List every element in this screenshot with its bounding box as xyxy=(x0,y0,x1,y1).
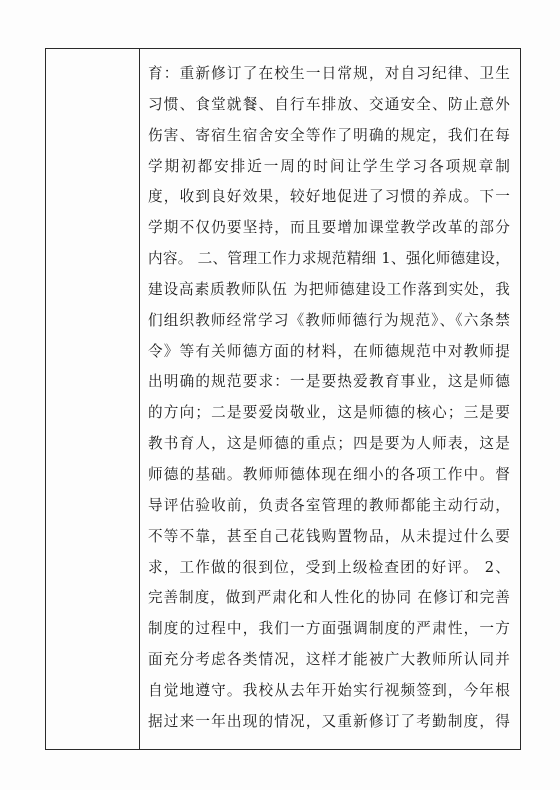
text-line: 内容。 二、管理工作力求规范精细 1、强化师德建设， xyxy=(148,250,510,268)
text-line: 自觉地遵守。我校从去年开始实行视频签到，今年根 xyxy=(148,681,510,699)
table-label-cell xyxy=(46,49,139,749)
text-line: 求，工作做的很到位，受到上级检查团的好评。 2、 xyxy=(148,558,510,576)
text-line: 师德的基础。教师师德体现在细小的各项工作中。督 xyxy=(148,465,510,483)
text-line: 制度的过程中，我们一方面强调制度的严肃性，一方 xyxy=(148,620,510,638)
text-line: 不等不靠，甚至自己花钱购置物品，从未提过什么要 xyxy=(148,527,510,545)
form-table xyxy=(45,48,521,750)
text-line: 们组织教师经常学习《教师师德行为规范》、《六条禁 xyxy=(148,311,510,329)
text-line: 完善制度，做到严肃化和人性化的协同 在修订和完善 xyxy=(148,589,510,607)
text-line: 伤害、寄宿生宿舍安全等作了明确的规定，我们在每 xyxy=(148,126,510,144)
text-line: 出明确的规范要求：一是要热爱教育事业，这是师德 xyxy=(148,373,510,391)
text-line: 度，收到良好效果，较好地促进了习惯的养成。下一 xyxy=(148,188,510,206)
text-line: 的方向；二是要爱岗敬业，这是师德的核心；三是要 xyxy=(148,404,510,422)
text-line: 面充分考虑各类情况，这样才能被广大教师所认同并 xyxy=(148,651,510,669)
text-line: 令》等有关师德方面的材料，在师德规范中对教师提 xyxy=(148,342,510,360)
text-line: 建设高素质教师队伍 为把师德建设工作落到实处，我 xyxy=(148,280,510,298)
text-line: 导评估验收前，负责各室管理的教师都能主动行动， xyxy=(148,496,510,514)
text-line: 学期不仅仍要坚持，而且要增加课堂教学改革的部分 xyxy=(148,219,510,237)
text-line: 教书育人，这是师德的重点；四是要为人师表，这是 xyxy=(148,435,510,453)
text-line: 学期初都安排近一周的时间让学生学习各项规章制 xyxy=(148,157,510,175)
report-text-block xyxy=(148,59,510,738)
text-line: 习惯、食堂就餐、自行车排放、交通安全、防止意外 xyxy=(148,95,510,113)
column-divider xyxy=(139,49,140,749)
text-line: 据过来一年出现的情况，又重新修订了考勤制度，得 xyxy=(148,712,510,730)
text-line: 育：重新修订了在校生一日常规，对自习纪律、卫生 xyxy=(148,65,510,82)
